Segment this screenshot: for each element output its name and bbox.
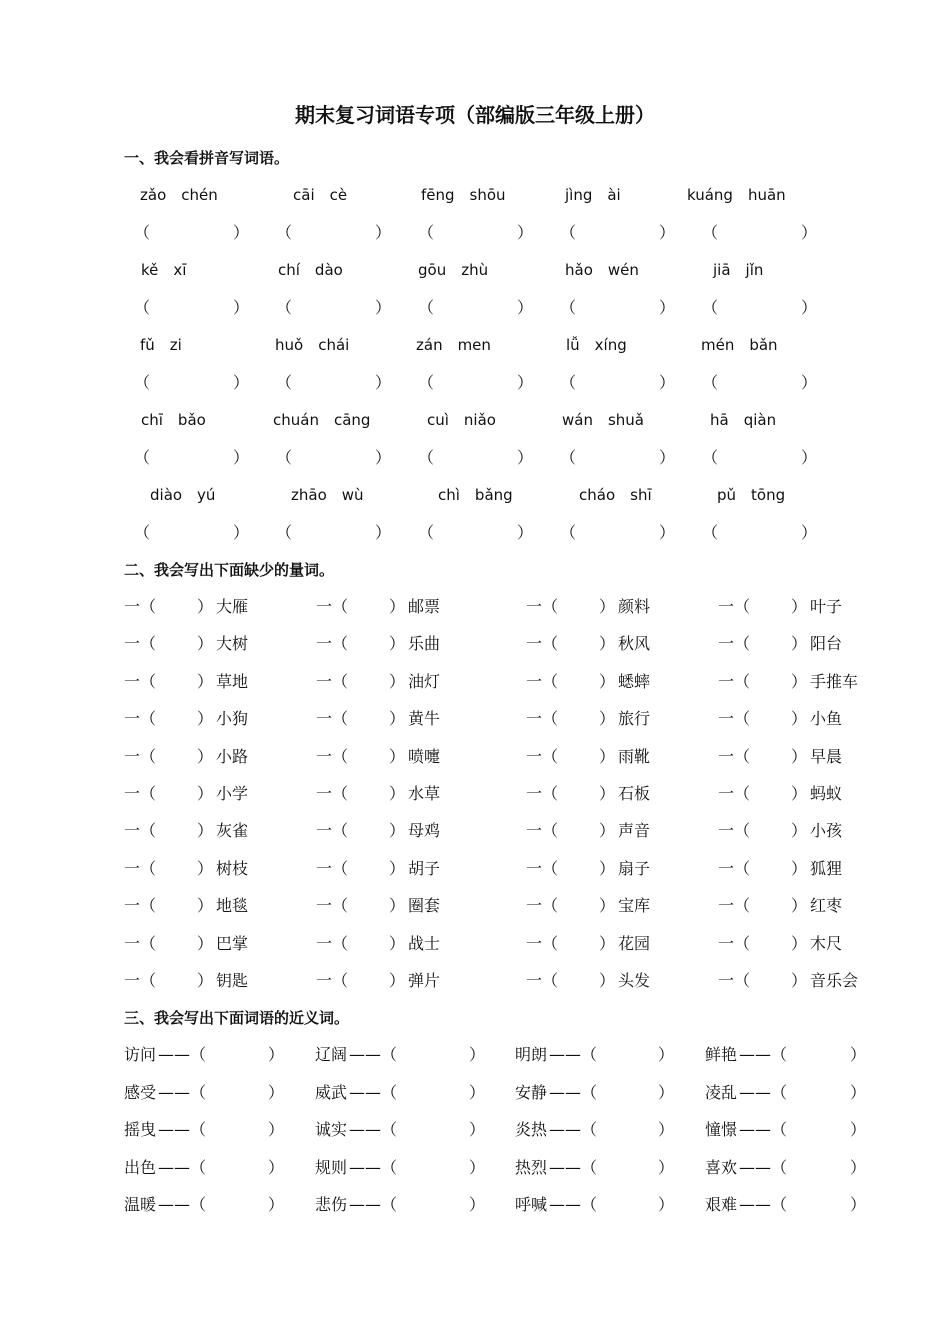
measure-word-bracket-close: ）: [389, 747, 406, 766]
measure-word-bracket-close: ）: [197, 821, 214, 840]
measure-word-prefix: 一（: [526, 971, 559, 990]
answer-bracket-open: （: [134, 373, 151, 392]
synonym-source-word: 热烈: [515, 1158, 548, 1177]
synonym-source-word: 安静: [515, 1083, 548, 1102]
noun-word: 乐曲: [408, 634, 441, 653]
noun-word: 小路: [216, 747, 249, 766]
synonym-source-word: 鲜艳: [705, 1045, 738, 1064]
measure-word-bracket-close: ）: [197, 709, 214, 728]
answer-bracket-open: （: [418, 523, 435, 542]
measure-word-prefix: 一（: [316, 821, 349, 840]
answer-bracket-close: ）: [233, 448, 250, 467]
measure-word-bracket-close: ）: [389, 597, 406, 616]
synonym-bracket-close: ）: [268, 1083, 285, 1102]
synonym-dash-bracket: ——（: [158, 1120, 207, 1139]
pinyin-prompt: pǔ tōng: [717, 486, 786, 504]
answer-bracket-open: （: [276, 298, 293, 317]
measure-word-prefix: 一（: [124, 597, 157, 616]
answer-bracket-close: ）: [375, 523, 392, 542]
measure-word-bracket-close: ）: [599, 597, 616, 616]
synonym-bracket-close: ）: [658, 1120, 675, 1139]
measure-word-bracket-close: ）: [389, 896, 406, 915]
measure-word-bracket-close: ）: [389, 634, 406, 653]
noun-word: 颜料: [618, 597, 651, 616]
pinyin-prompt: huǒ chái: [275, 336, 350, 354]
noun-word: 早晨: [810, 747, 843, 766]
synonym-source-word: 感受: [124, 1083, 157, 1102]
measure-word-prefix: 一（: [316, 634, 349, 653]
noun-word: 阳台: [810, 634, 843, 653]
noun-word: 蟋蟀: [618, 672, 651, 691]
answer-bracket-open: （: [418, 298, 435, 317]
measure-word-bracket-close: ）: [791, 634, 808, 653]
noun-word: 手推车: [810, 672, 859, 691]
synonym-source-word: 喜欢: [705, 1158, 738, 1177]
measure-word-bracket-close: ）: [197, 934, 214, 953]
measure-word-bracket-close: ）: [389, 859, 406, 878]
answer-bracket-close: ）: [375, 298, 392, 317]
answer-bracket-close: ）: [659, 523, 676, 542]
synonym-dash-bracket: ——（: [349, 1195, 398, 1214]
synonym-bracket-close: ）: [850, 1120, 867, 1139]
synonym-bracket-close: ）: [658, 1158, 675, 1177]
synonym-dash-bracket: ——（: [739, 1083, 788, 1102]
answer-bracket-close: ）: [801, 523, 818, 542]
noun-word: 蚂蚁: [810, 784, 843, 803]
measure-word-prefix: 一（: [124, 634, 157, 653]
measure-word-bracket-close: ）: [389, 672, 406, 691]
noun-word: 战士: [408, 934, 441, 953]
pinyin-prompt: cháo shī: [579, 486, 652, 504]
noun-word: 木尺: [810, 934, 843, 953]
synonym-dash-bracket: ——（: [739, 1195, 788, 1214]
measure-word-prefix: 一（: [526, 821, 559, 840]
noun-word: 头发: [618, 971, 651, 990]
measure-word-prefix: 一（: [718, 934, 751, 953]
measure-word-prefix: 一（: [526, 597, 559, 616]
pinyin-prompt: diào yú: [150, 486, 216, 504]
answer-bracket-close: ）: [233, 373, 250, 392]
measure-word-bracket-close: ）: [599, 859, 616, 878]
synonym-dash-bracket: ——（: [549, 1120, 598, 1139]
synonym-bracket-close: ）: [658, 1195, 675, 1214]
section-1-heading: 一、我会看拼音写词语。: [124, 149, 290, 167]
measure-word-prefix: 一（: [124, 672, 157, 691]
measure-word-bracket-close: ）: [599, 971, 616, 990]
measure-word-prefix: 一（: [316, 934, 349, 953]
measure-word-prefix: 一（: [124, 859, 157, 878]
noun-word: 油灯: [408, 672, 441, 691]
measure-word-prefix: 一（: [718, 672, 751, 691]
synonym-dash-bracket: ——（: [349, 1045, 398, 1064]
measure-word-bracket-close: ）: [197, 747, 214, 766]
synonym-bracket-close: ）: [658, 1045, 675, 1064]
synonym-bracket-close: ）: [268, 1120, 285, 1139]
section-2-heading: 二、我会写出下面缺少的量词。: [124, 561, 335, 579]
answer-bracket-open: （: [276, 223, 293, 242]
measure-word-bracket-close: ）: [791, 597, 808, 616]
measure-word-prefix: 一（: [526, 859, 559, 878]
answer-bracket-close: ）: [659, 448, 676, 467]
measure-word-prefix: 一（: [316, 784, 349, 803]
noun-word: 大雁: [216, 597, 249, 616]
measure-word-prefix: 一（: [124, 971, 157, 990]
pinyin-prompt: lǚ xíng: [566, 336, 627, 354]
answer-bracket-close: ）: [517, 523, 534, 542]
synonym-dash-bracket: ——（: [549, 1045, 598, 1064]
noun-word: 声音: [618, 821, 651, 840]
answer-bracket-open: （: [702, 373, 719, 392]
measure-word-prefix: 一（: [124, 896, 157, 915]
pinyin-prompt: mén bǎn: [701, 336, 778, 354]
synonym-dash-bracket: ——（: [349, 1083, 398, 1102]
measure-word-bracket-close: ）: [599, 784, 616, 803]
answer-bracket-close: ）: [233, 223, 250, 242]
measure-word-prefix: 一（: [718, 597, 751, 616]
measure-word-prefix: 一（: [316, 747, 349, 766]
measure-word-prefix: 一（: [316, 859, 349, 878]
answer-bracket-open: （: [276, 373, 293, 392]
answer-bracket-close: ）: [659, 373, 676, 392]
measure-word-bracket-close: ）: [389, 971, 406, 990]
pinyin-prompt: chí dào: [278, 261, 343, 279]
pinyin-prompt: jìng ài: [565, 186, 621, 204]
noun-word: 树枝: [216, 859, 249, 878]
measure-word-prefix: 一（: [124, 747, 157, 766]
pinyin-prompt: zǎo chén: [140, 186, 218, 204]
measure-word-bracket-close: ）: [197, 896, 214, 915]
measure-word-bracket-close: ）: [197, 634, 214, 653]
measure-word-prefix: 一（: [718, 896, 751, 915]
answer-bracket-open: （: [702, 223, 719, 242]
noun-word: 秋风: [618, 634, 651, 653]
pinyin-prompt: cāi cè: [293, 186, 348, 204]
noun-word: 大树: [216, 634, 249, 653]
synonym-bracket-close: ）: [268, 1045, 285, 1064]
measure-word-prefix: 一（: [718, 709, 751, 728]
synonym-dash-bracket: ——（: [158, 1195, 207, 1214]
synonym-source-word: 呼喊: [515, 1195, 548, 1214]
measure-word-prefix: 一（: [124, 934, 157, 953]
measure-word-bracket-close: ）: [791, 934, 808, 953]
answer-bracket-close: ）: [659, 298, 676, 317]
noun-word: 石板: [618, 784, 651, 803]
noun-word: 小狗: [216, 709, 249, 728]
answer-bracket-open: （: [560, 448, 577, 467]
synonym-dash-bracket: ——（: [549, 1158, 598, 1177]
noun-word: 黄牛: [408, 709, 441, 728]
noun-word: 母鸡: [408, 821, 441, 840]
measure-word-bracket-close: ）: [389, 709, 406, 728]
measure-word-bracket-close: ）: [791, 672, 808, 691]
answer-bracket-open: （: [560, 523, 577, 542]
noun-word: 旅行: [618, 709, 651, 728]
synonym-source-word: 凌乱: [705, 1083, 738, 1102]
measure-word-prefix: 一（: [316, 896, 349, 915]
measure-word-bracket-close: ）: [599, 672, 616, 691]
measure-word-prefix: 一（: [718, 634, 751, 653]
measure-word-bracket-close: ）: [791, 747, 808, 766]
answer-bracket-open: （: [418, 373, 435, 392]
answer-bracket-close: ）: [517, 298, 534, 317]
synonym-dash-bracket: ——（: [158, 1083, 207, 1102]
measure-word-prefix: 一（: [526, 896, 559, 915]
synonym-bracket-close: ）: [268, 1195, 285, 1214]
pinyin-prompt: chì bǎng: [438, 486, 513, 504]
measure-word-prefix: 一（: [526, 672, 559, 691]
noun-word: 地毯: [216, 896, 249, 915]
synonym-bracket-close: ）: [469, 1083, 486, 1102]
answer-bracket-close: ）: [233, 298, 250, 317]
pinyin-prompt: fǔ zi: [140, 336, 182, 354]
measure-word-bracket-close: ）: [389, 934, 406, 953]
measure-word-prefix: 一（: [526, 634, 559, 653]
noun-word: 狐狸: [810, 859, 843, 878]
answer-bracket-close: ）: [801, 373, 818, 392]
pinyin-prompt: hǎo wén: [565, 261, 639, 279]
noun-word: 巴掌: [216, 934, 249, 953]
answer-bracket-open: （: [560, 298, 577, 317]
synonym-dash-bracket: ——（: [349, 1158, 398, 1177]
synonym-bracket-close: ）: [469, 1158, 486, 1177]
synonym-source-word: 摇曳: [124, 1120, 157, 1139]
pinyin-prompt: fēng shōu: [421, 186, 506, 204]
synonym-dash-bracket: ——（: [549, 1195, 598, 1214]
answer-bracket-open: （: [702, 448, 719, 467]
noun-word: 草地: [216, 672, 249, 691]
noun-word: 灰雀: [216, 821, 249, 840]
synonym-bracket-close: ）: [268, 1158, 285, 1177]
measure-word-bracket-close: ）: [791, 821, 808, 840]
answer-bracket-open: （: [702, 298, 719, 317]
measure-word-bracket-close: ）: [599, 821, 616, 840]
synonym-dash-bracket: ——（: [739, 1120, 788, 1139]
measure-word-bracket-close: ）: [791, 709, 808, 728]
measure-word-bracket-close: ）: [197, 672, 214, 691]
measure-word-prefix: 一（: [316, 709, 349, 728]
measure-word-bracket-close: ）: [599, 634, 616, 653]
noun-word: 圈套: [408, 896, 441, 915]
synonym-source-word: 规则: [315, 1158, 348, 1177]
pinyin-prompt: hā qiàn: [710, 411, 777, 429]
synonym-source-word: 艰难: [705, 1195, 738, 1214]
synonym-bracket-close: ）: [469, 1195, 486, 1214]
measure-word-prefix: 一（: [124, 821, 157, 840]
answer-bracket-open: （: [418, 448, 435, 467]
answer-bracket-open: （: [276, 523, 293, 542]
answer-bracket-open: （: [276, 448, 293, 467]
synonym-source-word: 出色: [124, 1158, 157, 1177]
noun-word: 宝库: [618, 896, 651, 915]
noun-word: 音乐会: [810, 971, 859, 990]
answer-bracket-close: ）: [375, 373, 392, 392]
synonym-dash-bracket: ——（: [549, 1083, 598, 1102]
noun-word: 小孩: [810, 821, 843, 840]
noun-word: 胡子: [408, 859, 441, 878]
measure-word-prefix: 一（: [526, 784, 559, 803]
answer-bracket-close: ）: [801, 448, 818, 467]
synonym-dash-bracket: ——（: [158, 1045, 207, 1064]
noun-word: 叶子: [810, 597, 843, 616]
measure-word-prefix: 一（: [718, 821, 751, 840]
synonym-dash-bracket: ——（: [739, 1158, 788, 1177]
answer-bracket-close: ）: [375, 448, 392, 467]
noun-word: 雨靴: [618, 747, 651, 766]
synonym-dash-bracket: ——（: [349, 1120, 398, 1139]
noun-word: 钥匙: [216, 971, 249, 990]
measure-word-bracket-close: ）: [197, 597, 214, 616]
synonym-bracket-close: ）: [850, 1083, 867, 1102]
answer-bracket-open: （: [134, 448, 151, 467]
pinyin-prompt: kuáng huān: [687, 186, 786, 204]
pinyin-prompt: gōu zhù: [418, 261, 489, 279]
page-title: 期末复习词语专项（部编版三年级上册）: [295, 103, 655, 127]
pinyin-prompt: chuán cāng: [273, 411, 371, 429]
section-3-heading: 三、我会写出下面词语的近义词。: [124, 1009, 350, 1027]
answer-bracket-open: （: [134, 223, 151, 242]
measure-word-prefix: 一（: [718, 859, 751, 878]
synonym-bracket-close: ）: [850, 1195, 867, 1214]
answer-bracket-open: （: [560, 223, 577, 242]
measure-word-prefix: 一（: [718, 784, 751, 803]
noun-word: 小鱼: [810, 709, 843, 728]
measure-word-bracket-close: ）: [197, 971, 214, 990]
noun-word: 喷嚏: [408, 747, 441, 766]
pinyin-prompt: wán shuǎ: [562, 411, 644, 429]
synonym-source-word: 明朗: [515, 1045, 548, 1064]
synonym-bracket-close: ）: [850, 1045, 867, 1064]
answer-bracket-open: （: [418, 223, 435, 242]
measure-word-bracket-close: ）: [599, 709, 616, 728]
measure-word-prefix: 一（: [718, 971, 751, 990]
measure-word-bracket-close: ）: [791, 896, 808, 915]
measure-word-prefix: 一（: [526, 934, 559, 953]
measure-word-bracket-close: ）: [197, 784, 214, 803]
synonym-dash-bracket: ——（: [739, 1045, 788, 1064]
measure-word-prefix: 一（: [316, 672, 349, 691]
synonym-bracket-close: ）: [469, 1120, 486, 1139]
synonym-bracket-close: ）: [469, 1045, 486, 1064]
measure-word-prefix: 一（: [718, 747, 751, 766]
answer-bracket-close: ）: [233, 523, 250, 542]
answer-bracket-close: ）: [801, 298, 818, 317]
noun-word: 花园: [618, 934, 651, 953]
measure-word-prefix: 一（: [316, 971, 349, 990]
measure-word-bracket-close: ）: [599, 896, 616, 915]
noun-word: 红枣: [810, 896, 843, 915]
synonym-bracket-close: ）: [850, 1158, 867, 1177]
measure-word-bracket-close: ）: [791, 859, 808, 878]
measure-word-prefix: 一（: [526, 747, 559, 766]
synonym-source-word: 炎热: [515, 1120, 548, 1139]
answer-bracket-close: ）: [517, 448, 534, 467]
measure-word-prefix: 一（: [124, 709, 157, 728]
answer-bracket-close: ）: [659, 223, 676, 242]
synonym-source-word: 悲伤: [315, 1195, 348, 1214]
answer-bracket-open: （: [134, 523, 151, 542]
answer-bracket-close: ）: [517, 373, 534, 392]
synonym-source-word: 憧憬: [705, 1120, 738, 1139]
measure-word-prefix: 一（: [316, 597, 349, 616]
measure-word-bracket-close: ）: [197, 859, 214, 878]
noun-word: 弹片: [408, 971, 441, 990]
synonym-source-word: 访问: [124, 1045, 157, 1064]
pinyin-prompt: chī bǎo: [141, 411, 206, 429]
answer-bracket-close: ）: [517, 223, 534, 242]
synonym-bracket-close: ）: [658, 1083, 675, 1102]
answer-bracket-close: ）: [375, 223, 392, 242]
measure-word-bracket-close: ）: [599, 747, 616, 766]
noun-word: 小学: [216, 784, 249, 803]
answer-bracket-open: （: [134, 298, 151, 317]
pinyin-prompt: zán men: [416, 336, 491, 354]
measure-word-prefix: 一（: [526, 709, 559, 728]
measure-word-bracket-close: ）: [599, 934, 616, 953]
pinyin-prompt: cuì niǎo: [427, 411, 496, 429]
measure-word-prefix: 一（: [124, 784, 157, 803]
measure-word-bracket-close: ）: [389, 821, 406, 840]
noun-word: 邮票: [408, 597, 441, 616]
pinyin-prompt: zhāo wù: [291, 486, 364, 504]
synonym-source-word: 诚实: [315, 1120, 348, 1139]
synonym-source-word: 温暖: [124, 1195, 157, 1214]
synonym-source-word: 威武: [315, 1083, 348, 1102]
pinyin-prompt: kě xī: [141, 261, 187, 279]
noun-word: 扇子: [618, 859, 651, 878]
pinyin-prompt: jiā jǐn: [713, 261, 764, 279]
answer-bracket-open: （: [560, 373, 577, 392]
measure-word-bracket-close: ）: [389, 784, 406, 803]
measure-word-bracket-close: ）: [791, 971, 808, 990]
synonym-source-word: 辽阔: [315, 1045, 348, 1064]
answer-bracket-close: ）: [801, 223, 818, 242]
measure-word-bracket-close: ）: [791, 784, 808, 803]
noun-word: 水草: [408, 784, 441, 803]
answer-bracket-open: （: [702, 523, 719, 542]
synonym-dash-bracket: ——（: [158, 1158, 207, 1177]
